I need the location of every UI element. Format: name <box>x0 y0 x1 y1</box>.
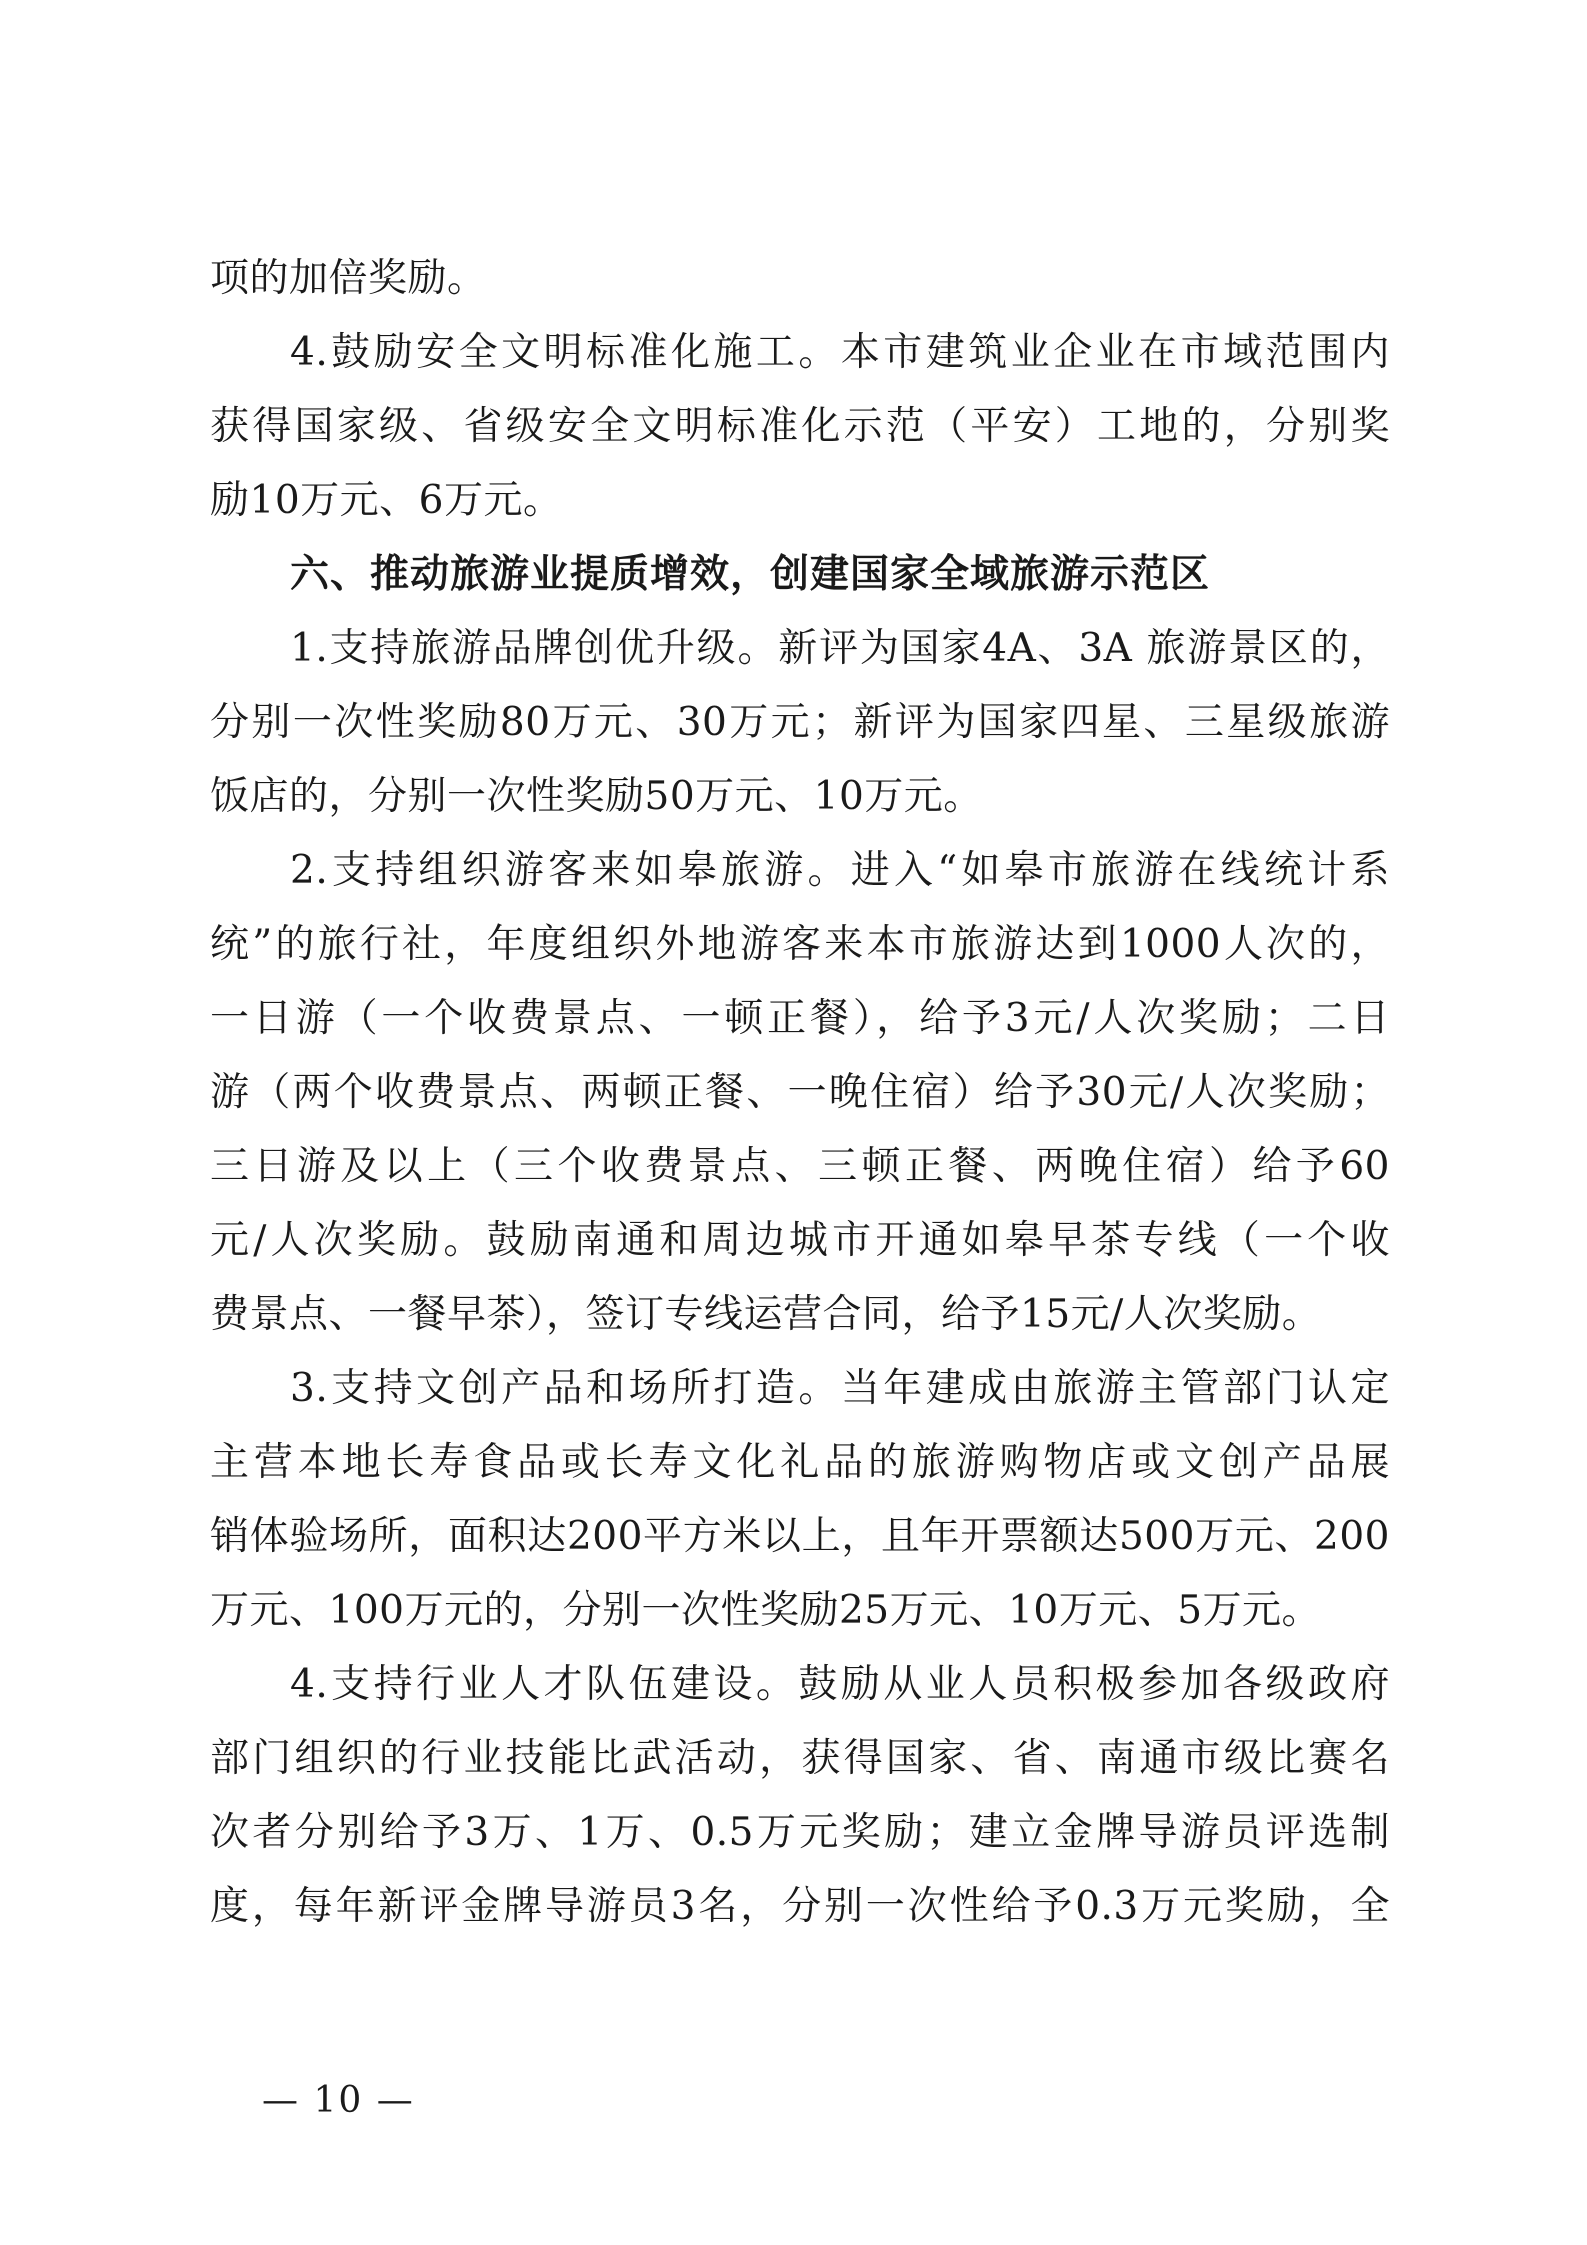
paragraph-line: 统”的旅行社，年度组织外地游客来本市旅游达到1000人次的， <box>210 922 1390 967</box>
paragraph-line: 元/人次奖励。鼓励南通和周边城市开通如皋早茶专线（一个收 <box>210 1218 1390 1263</box>
paragraph-line: 4.鼓励安全文明标准化施工。本市建筑业企业在市域范围内 <box>290 330 1390 375</box>
paragraph-line: 销体验场所，面积达200平方米以上，且年开票额达500万元、200 <box>210 1514 1390 1559</box>
paragraph-line: 万元、100万元的，分别一次性奖励25万元、10万元、5万元。 <box>210 1588 1322 1633</box>
paragraph-line: 度，每年新评金牌导游员3名，分别一次性给予0.3万元奖励，全 <box>210 1884 1390 1929</box>
paragraph-line: 分别一次性奖励80万元、30万元；新评为国家四星、三星级旅游 <box>210 700 1390 745</box>
paragraph-line: 主营本地长寿食品或长寿文化礼品的旅游购物店或文创产品展 <box>210 1440 1390 1485</box>
paragraph-line: 2.支持组织游客来如皋旅游。进入“如皋市旅游在线统计系 <box>290 848 1390 893</box>
paragraph-line: 三日游及以上（三个收费景点、三顿正餐、两晚住宿）给予60 <box>210 1144 1390 1189</box>
paragraph-line: 饭店的，分别一次性奖励50万元、10万元。 <box>210 774 983 819</box>
section-heading: 六、推动旅游业提质增效，创建国家全域旅游示范区 <box>290 552 1211 597</box>
paragraph-line: 项的加倍奖励。 <box>210 256 487 301</box>
paragraph-line: 次者分别给予3万、1万、0.5万元奖励；建立金牌导游员评选制 <box>210 1810 1390 1855</box>
paragraph-line: 获得国家级、省级安全文明标准化示范（平安）工地的，分别奖 <box>210 404 1390 449</box>
paragraph-line: 部门组织的行业技能比武活动，获得国家、省、南通市级比赛名 <box>210 1736 1390 1781</box>
paragraph-line: 游（两个收费景点、两顿正餐、一晚住宿）给予30元/人次奖励； <box>210 1070 1390 1115</box>
document-body <box>210 242 1390 1944</box>
paragraph-line: 一日游（一个收费景点、一顿正餐），给予3元/人次奖励；二日 <box>210 996 1390 1041</box>
paragraph-line: 4.支持行业人才队伍建设。鼓励从业人员积极参加各级政府 <box>290 1662 1390 1707</box>
paragraph-line: 3.支持文创产品和场所打造。当年建成由旅游主管部门认定 <box>290 1366 1390 1411</box>
page-number: — 10 — <box>262 2080 415 2121</box>
paragraph-line: 励10万元、6万元。 <box>210 478 563 523</box>
paragraph-line: 费景点、一餐早茶），签订专线运营合同，给予15元/人次奖励。 <box>210 1292 1322 1337</box>
paragraph-line: 1.支持旅游品牌创优升级。新评为国家4A、3A 旅游景区的， <box>290 626 1390 671</box>
